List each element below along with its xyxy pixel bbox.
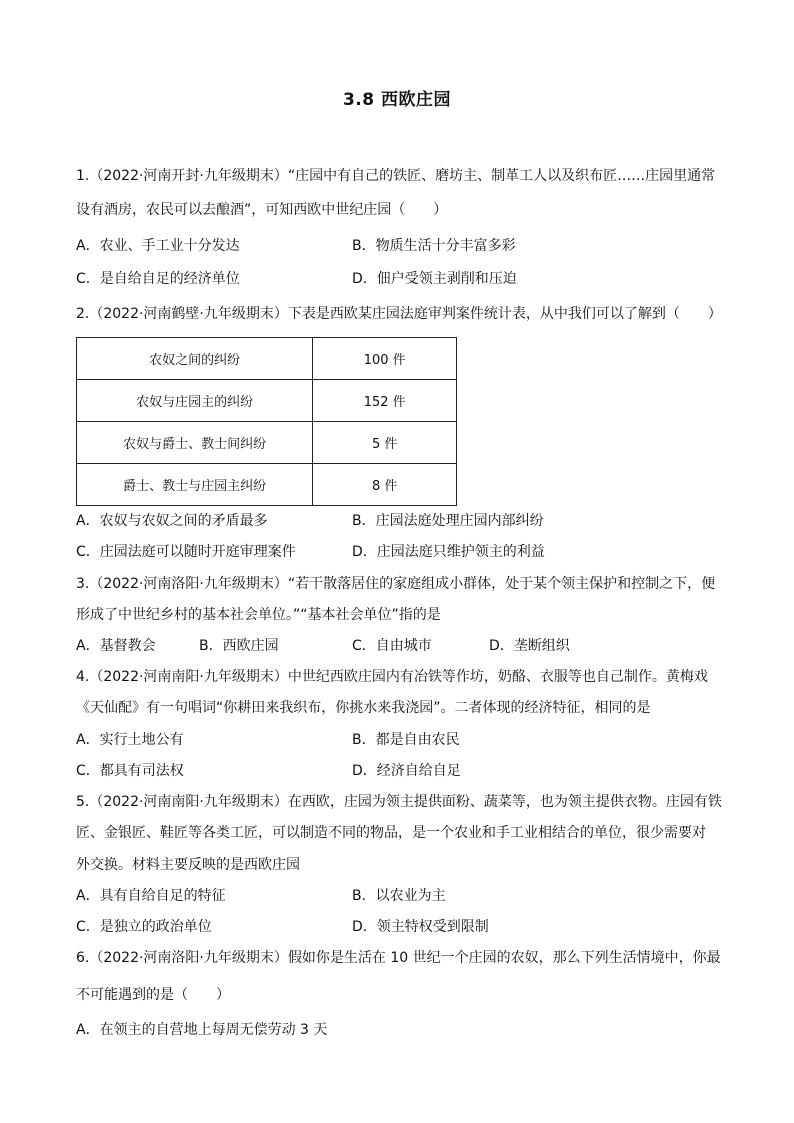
table-cell-type: 爵士、教士与庄园主纠纷	[77, 464, 313, 506]
question-3-stem-line-1: 3.（2022·河南洛阳·九年级期末）“若干散落居住的家庭组成小群体，处于某个领主保护和控制之下，便	[76, 576, 716, 592]
question-5-option-b: B．以农业为主	[352, 888, 446, 904]
question-5-option-c: C．是独立的政治单位	[76, 919, 212, 935]
question-3-option-d: D．垄断组织	[489, 638, 570, 654]
table-row	[77, 422, 457, 464]
question-3-option-c: C．自由城市	[352, 638, 432, 654]
question-5-stem-line-1: 5.（2022·河南南阳·九年级期末）在西欧，庄园为领主提供面粉、蔬菜等，也为领主提供衣物。庄园有铁	[76, 794, 722, 810]
table-cell-type: 农奴之间的纠纷	[77, 338, 313, 380]
question-2-option-d: D．庄园法庭只维护领主的利益	[352, 544, 545, 560]
table-cell-count: 8 件	[313, 464, 457, 506]
table-cell-count: 5 件	[313, 422, 457, 464]
question-3-option-a: A．基督教会	[76, 638, 156, 654]
question-4-option-a: A．实行土地公有	[76, 732, 184, 748]
question-5-option-d: D．领主特权受到限制	[352, 919, 489, 935]
question-4-option-c: C．都具有司法权	[76, 763, 184, 779]
question-1-option-a: A．农业、手工业十分发达	[76, 238, 240, 254]
table-cell-count: 152 件	[313, 380, 457, 422]
question-3-option-b: B．西欧庄园	[199, 638, 279, 654]
question-6-stem-line-1: 6.（2022·河南洛阳·九年级期末）假如你是生活在 10 世纪一个庄园的农奴，那么下列生活情境中，你最	[76, 950, 721, 966]
question-1-stem-line-2: 设有酒房，农民可以去酿酒”，可知西欧中世纪庄园（ ）	[76, 202, 448, 218]
question-4-option-d: D．经济自给自足	[352, 763, 461, 779]
question-1-option-c: C．是自给自足的经济单位	[76, 271, 240, 287]
question-2-option-c: C．庄园法庭可以随时开庭审理案件	[76, 544, 296, 560]
table-row	[77, 464, 457, 506]
question-4-option-b: B．都是自由农民	[352, 732, 460, 748]
question-2-stem-line-1: 2.（2022·河南鹤壁·九年级期末）下表是西欧某庄园法庭审判案件统计表，从中我们可以了解到（ ）	[76, 306, 722, 322]
question-6-stem-line-2: 不可能遇到的是（ ）	[76, 987, 230, 1003]
question-1-option-b: B．物质生活十分丰富多彩	[352, 238, 516, 254]
table-cell-count: 100 件	[313, 338, 457, 380]
question-5-option-a: A．具有自给自足的特征	[76, 888, 226, 904]
question-4-stem-line-1: 4.（2022·河南南阳·九年级期末）中世纪西欧庄园内有冶铁等作坊，奶酪、衣服等也自己制作。黄梅戏	[76, 669, 708, 685]
table-cell-type: 农奴与庄园主的纠纷	[77, 380, 313, 422]
question-4-stem-line-2: 《天仙配》有一句唱词“你耕田来我织布，你挑水来我浇园”。二者体现的经济特征，相同的是	[76, 700, 651, 716]
question-3-stem-line-2: 形成了中世纪乡村的基本社会单位。”“基本社会单位”指的是	[76, 607, 441, 623]
question-2-option-b: B．庄园法庭处理庄园内部纠纷	[352, 513, 544, 529]
table-cell-type: 农奴与爵士、教士间纠纷	[77, 422, 313, 464]
case-statistics-table	[76, 337, 457, 506]
question-6-option-a: A．在领主的自营地上每周无偿劳动 3 天	[76, 1022, 328, 1038]
question-5-stem-line-2: 匠、金银匠、鞋匠等各类工匠，可以制造不同的物品，是一个农业和手工业相结合的单位，很少需要对	[76, 825, 706, 841]
question-2-option-a: A．农奴与农奴之间的矛盾最多	[76, 513, 268, 529]
page-title: 3.8 西欧庄园	[342, 90, 452, 110]
question-1-stem-line-1: 1.（2022·河南开封·九年级期末）“庄园中有自己的铁匠、磨坊主、制革工人以及织布匠……庄园里通常	[76, 168, 716, 184]
table-row	[77, 380, 457, 422]
table-row	[77, 338, 457, 380]
question-1-option-d: D．佃户受领主剥削和压迫	[352, 271, 517, 287]
question-5-stem-line-3: 外交换。材料主要反映的是西欧庄园	[76, 857, 300, 873]
